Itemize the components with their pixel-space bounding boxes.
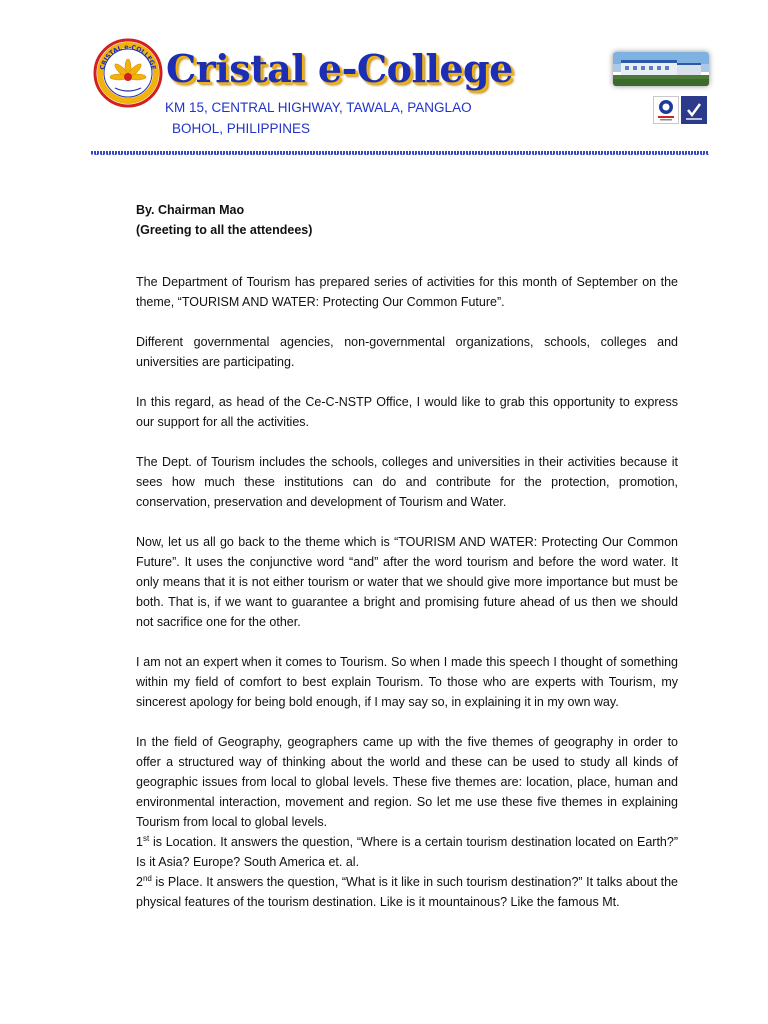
campus-photo xyxy=(613,52,709,86)
theme-2-suffix: nd xyxy=(142,873,152,883)
theme-1-text: is Location. It answers the question, “Where is a certain tourism destination located on Earth?” Is it Asia? Europe? South America et. al. xyxy=(136,835,678,869)
college-seal-logo xyxy=(93,38,163,108)
quality-cert-icon xyxy=(653,96,679,124)
paragraph-3: In this regard, as head of the Ce-C-NSTP Office, I would like to grab this opportunity to express our support for all the activities. xyxy=(136,395,678,429)
address-line-1: KM 15, CENTRAL HIGHWAY, TAWALA, PANGLAO xyxy=(165,100,472,115)
theme-1-suffix: st xyxy=(142,833,150,843)
paragraph-1: The Department of Tourism has prepared series of activities for this month of September on the theme, “TOURISM AND WATER: Protecting Our Common Future”. xyxy=(136,275,678,309)
greeting-line: (Greeting to all the attendees) xyxy=(136,223,313,237)
letter-body xyxy=(136,200,678,912)
address-line-2: BOHOL, PHILIPPINES xyxy=(172,121,311,136)
paragraph-7: In the field of Geography, geographers came up with the five themes of geography in order to offer a structured way of thinking about the world and these can be used to study all kinds of geographic issues from local to global levels. These five themes are: location, place, human and environmental interaction, movement and region. So let me use these five themes in explaining Tourism from local to global levels. xyxy=(136,735,678,829)
header-divider xyxy=(91,151,709,155)
paragraph-4: The Dept. of Tourism includes the schools, colleges and universities in their activities because it sees how much these institutions can do and contribute for the protection, promotion, conservation, preservation and development of Tourism and Water. xyxy=(136,455,678,509)
theme-2-paragraph xyxy=(136,872,678,912)
paragraph-5: Now, let us all go back to the theme which is “TOURISM AND WATER: Protecting Our Common Future”. It uses the conjunctive word “and” after the word tourism and before the word water. It only means that it is not either tourism or water that we should give more importance but must be both. That is, if we want to guarantee a bright and promising future ahead of us then we should not sacrifice one for the other. xyxy=(136,535,678,629)
theme-2-ordinal: 2 xyxy=(136,875,143,889)
author-line: By. Chairman Mao xyxy=(136,203,245,217)
theme-1-ordinal: 1 xyxy=(136,835,143,849)
paragraph-6: I am not an expert when it comes to Tourism. So when I made this speech I thought of something within my field of comfort to best explain Tourism. To those who are experts with Tourism, my sincerest apology for being bold enough, if I may say so, in explaining it in my own way. xyxy=(136,655,678,709)
theme-1-paragraph xyxy=(136,832,678,872)
theme-2-text: is Place. It answers the question, “What is it like in such tourism destination?” It talks about the physical features of the tourism destination. Like is it mountainous? Like the famous Mt. xyxy=(136,875,678,909)
checkmark-cert-icon xyxy=(681,96,707,124)
college-name: Cristal e-College xyxy=(166,46,513,91)
paragraph-2: Different governmental agencies, non-governmental organizations, schools, colleges and universities are participating. xyxy=(136,335,678,369)
seal-text: CRISTAL e-COLLEGE xyxy=(99,43,157,71)
certification-badges xyxy=(653,96,708,124)
